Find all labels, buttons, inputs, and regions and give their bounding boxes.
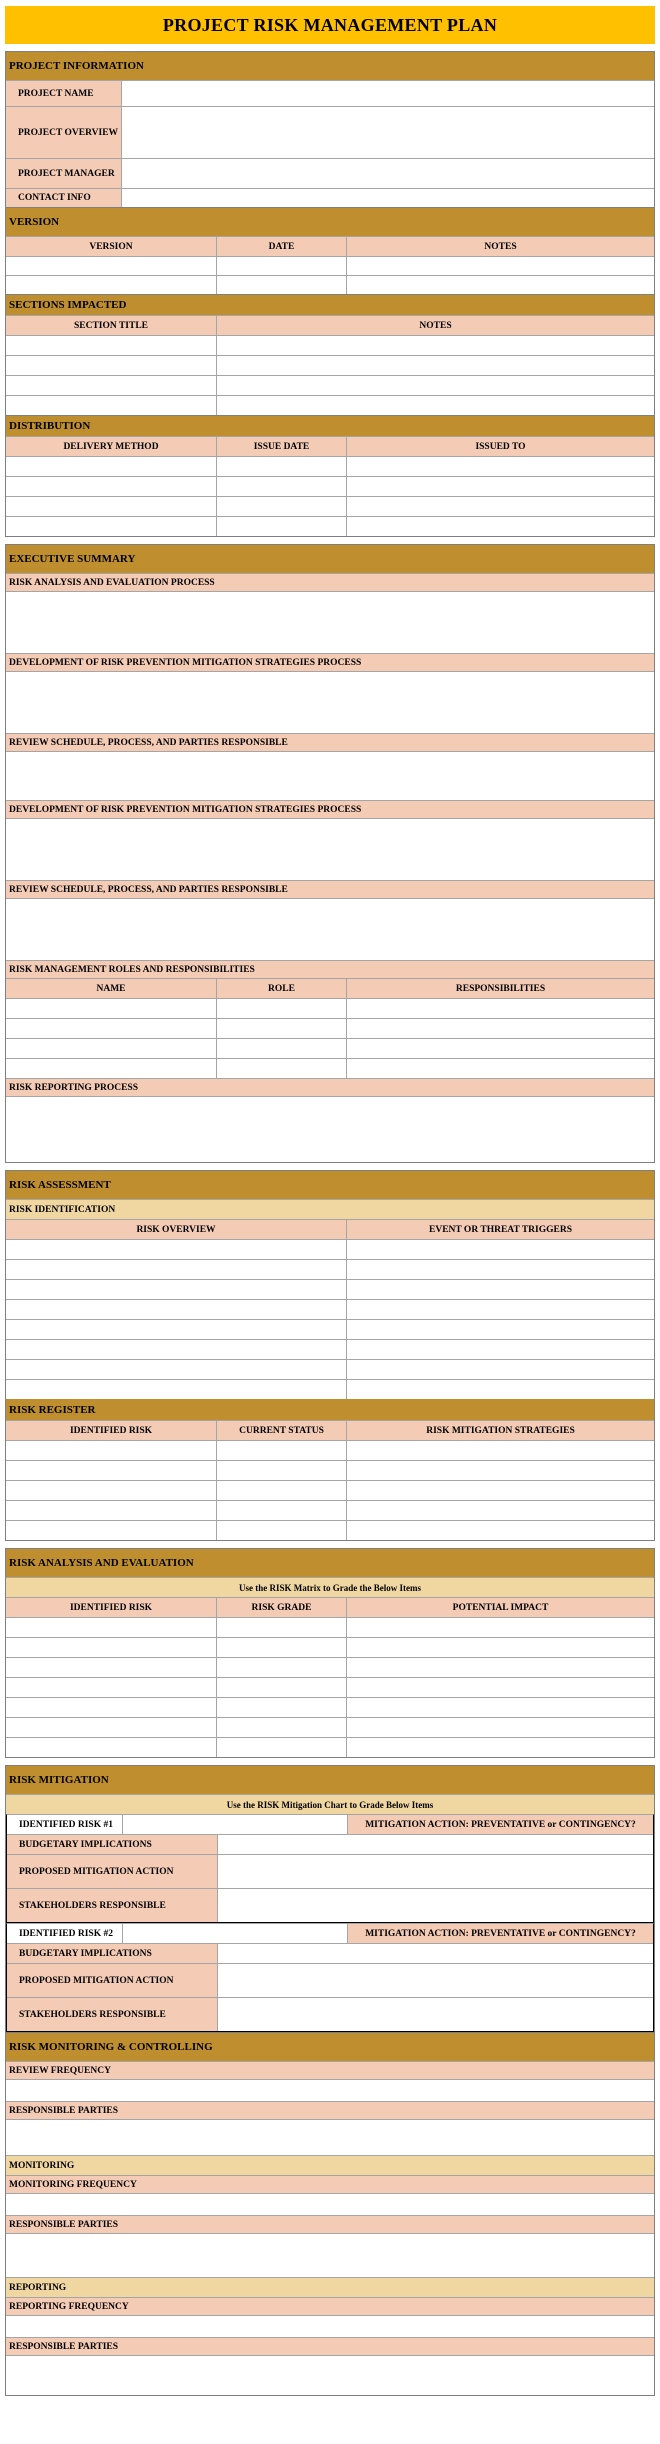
text-area[interactable] <box>6 1096 654 1162</box>
field-label: PROJECT OVERVIEW <box>6 107 121 158</box>
proposed-action-input[interactable] <box>217 1855 653 1888</box>
table-row[interactable] <box>6 395 654 415</box>
text-area[interactable] <box>6 2355 654 2395</box>
mitigation-action-label: MITIGATION ACTION: PREVENTATIVE or CONTINGENCY? <box>347 1924 653 1943</box>
instruction-note: Use the RISK Mitigation Chart to Grade Below Items <box>6 1794 654 1814</box>
project-manager-input[interactable] <box>121 159 654 188</box>
section-heading: RISK ANALYSIS AND EVALUATION <box>6 1549 654 1577</box>
column-header: CURRENT STATUS <box>216 1421 346 1440</box>
table-header <box>6 978 654 998</box>
field-label: PROPOSED MITIGATION ACTION <box>7 1855 217 1888</box>
section-heading: EXECUTIVE SUMMARY <box>6 545 654 573</box>
project-name-input[interactable] <box>121 81 654 106</box>
field-label: CONTACT INFO <box>6 189 121 207</box>
table-row[interactable] <box>6 275 654 294</box>
text-area[interactable] <box>6 591 654 653</box>
text-area[interactable] <box>6 2233 654 2277</box>
column-header: DELIVERY METHOD <box>6 437 216 456</box>
subsection-heading: RISK IDENTIFICATION <box>6 1199 654 1219</box>
table-row[interactable] <box>6 516 654 536</box>
risk-monitoring-section <box>5 2033 655 2396</box>
field-label: BUDGETARY IMPLICATIONS <box>7 1835 217 1854</box>
column-header: NOTES <box>216 316 654 335</box>
form-row <box>7 1997 653 2031</box>
table-row[interactable] <box>6 1520 654 1540</box>
text-area[interactable] <box>6 2119 654 2155</box>
section-heading: RISK REGISTER <box>6 1399 654 1420</box>
table-row[interactable] <box>6 496 654 516</box>
risk-1-input[interactable] <box>122 1815 347 1834</box>
subsection-heading: DEVELOPMENT OF RISK PREVENTION MITIGATION STRATEGIES PROCESS <box>6 800 654 818</box>
table-row[interactable] <box>6 1319 654 1339</box>
field-label: PROJECT MANAGER <box>6 159 121 188</box>
table-row[interactable] <box>6 456 654 476</box>
contact-info-input[interactable] <box>121 189 654 207</box>
text-area[interactable] <box>6 751 654 800</box>
budgetary-implications-input[interactable] <box>217 1835 653 1854</box>
column-header: ISSUED TO <box>346 437 654 456</box>
mitigation-action-label: MITIGATION ACTION: PREVENTATIVE or CONTINGENCY? <box>347 1815 653 1834</box>
table-row[interactable] <box>6 998 654 1018</box>
table-row[interactable] <box>6 1259 654 1279</box>
table-row[interactable] <box>6 1460 654 1480</box>
table-header <box>6 1420 654 1440</box>
field-label: PROPOSED MITIGATION ACTION <box>7 1964 217 1997</box>
sections-impacted-section <box>5 295 655 416</box>
distribution-section <box>5 416 655 537</box>
form-row <box>7 1854 653 1888</box>
project-overview-input[interactable] <box>121 107 654 158</box>
form-row <box>7 1943 653 1963</box>
executive-summary-section <box>5 544 655 1163</box>
form-row <box>7 1888 653 1922</box>
table-header <box>6 1219 654 1239</box>
table-row[interactable] <box>6 1480 654 1500</box>
column-header: DATE <box>216 237 346 256</box>
subsection-heading: MONITORING FREQUENCY <box>6 2175 654 2193</box>
table-row[interactable] <box>6 1440 654 1460</box>
identified-risk-1 <box>6 1814 654 1923</box>
subsection-heading: REVIEW SCHEDULE, PROCESS, AND PARTIES RESPONSIBLE <box>6 880 654 898</box>
section-heading: VERSION <box>6 208 654 236</box>
form-row <box>6 158 654 188</box>
identified-risk-2 <box>6 1923 654 2032</box>
table-row[interactable] <box>6 1299 654 1319</box>
table-header <box>6 436 654 456</box>
subsection-heading: REVIEW FREQUENCY <box>6 2061 654 2079</box>
table-row[interactable] <box>6 1038 654 1058</box>
table-row[interactable] <box>6 375 654 395</box>
section-heading: PROJECT INFORMATION <box>6 52 654 80</box>
table-row[interactable] <box>6 1500 654 1520</box>
form-row <box>6 188 654 207</box>
table-row[interactable] <box>6 335 654 355</box>
subsection-heading: RESPONSIBLE PARTIES <box>6 2337 654 2355</box>
subsection-heading: REPORTING <box>6 2277 654 2297</box>
section-heading: RISK ASSESSMENT <box>6 1171 654 1199</box>
stakeholders-input[interactable] <box>217 1889 653 1922</box>
project-information-section <box>5 51 655 208</box>
column-header: NOTES <box>346 237 654 256</box>
table-header <box>6 1597 654 1617</box>
section-heading: DISTRIBUTION <box>6 416 654 436</box>
table-row[interactable] <box>6 1657 654 1677</box>
field-label: STAKEHOLDERS RESPONSIBLE <box>7 1998 217 2031</box>
text-area[interactable] <box>6 818 654 880</box>
table-row[interactable] <box>6 1637 654 1657</box>
table-row[interactable] <box>6 1617 654 1637</box>
column-header: ISSUE DATE <box>216 437 346 456</box>
column-header: VERSION <box>6 237 216 256</box>
column-header: IDENTIFIED RISK <box>6 1598 216 1617</box>
form-row <box>6 80 654 106</box>
risk-label: IDENTIFIED RISK #2 <box>7 1924 122 1943</box>
section-heading: SECTIONS IMPACTED <box>6 295 654 315</box>
field-label: BUDGETARY IMPLICATIONS <box>7 1944 217 1963</box>
table-row[interactable] <box>6 1018 654 1038</box>
table-row[interactable] <box>6 1677 654 1697</box>
column-header: POTENTIAL IMPACT <box>346 1598 654 1617</box>
table-row[interactable] <box>6 1359 654 1379</box>
subsection-heading: DEVELOPMENT OF RISK PREVENTION MITIGATION STRATEGIES PROCESS <box>6 653 654 671</box>
field-label: STAKEHOLDERS RESPONSIBLE <box>7 1889 217 1922</box>
stakeholders-input[interactable] <box>217 1998 653 2031</box>
table-row[interactable] <box>6 1737 654 1757</box>
text-area[interactable] <box>6 898 654 960</box>
page-title: PROJECT RISK MANAGEMENT PLAN <box>5 6 655 44</box>
table-row[interactable] <box>6 1279 654 1299</box>
version-section <box>5 208 655 295</box>
text-area[interactable] <box>6 2193 654 2215</box>
field-label: PROJECT NAME <box>6 81 121 106</box>
column-header: EVENT OR THREAT TRIGGERS <box>346 1220 654 1239</box>
column-header: RISK MITIGATION STRATEGIES <box>346 1421 654 1440</box>
column-header: RISK GRADE <box>216 1598 346 1617</box>
subsection-heading: RISK ANALYSIS AND EVALUATION PROCESS <box>6 573 654 591</box>
section-heading: RISK MONITORING & CONTROLLING <box>6 2033 654 2061</box>
subsection-heading: REPORTING FREQUENCY <box>6 2297 654 2315</box>
column-header: IDENTIFIED RISK <box>6 1421 216 1440</box>
table-row[interactable] <box>6 1717 654 1737</box>
subsection-heading: REVIEW SCHEDULE, PROCESS, AND PARTIES RESPONSIBLE <box>6 733 654 751</box>
subsection-heading: MONITORING <box>6 2155 654 2175</box>
table-header <box>6 315 654 335</box>
table-row[interactable] <box>6 256 654 275</box>
table-row[interactable] <box>6 355 654 375</box>
risk-analysis-section <box>5 1548 655 1758</box>
subsection-heading: RESPONSIBLE PARTIES <box>6 2101 654 2119</box>
text-area[interactable] <box>6 2079 654 2101</box>
budgetary-implications-input[interactable] <box>217 1944 653 1963</box>
column-header: SECTION TITLE <box>6 316 216 335</box>
subsection-heading: RISK REPORTING PROCESS <box>6 1078 654 1096</box>
table-row[interactable] <box>6 1058 654 1078</box>
column-header: RISK OVERVIEW <box>6 1220 346 1239</box>
column-header: RESPONSIBILITIES <box>346 979 654 998</box>
table-row[interactable] <box>6 1239 654 1259</box>
table-header <box>6 236 654 256</box>
section-heading: RISK MITIGATION <box>6 1766 654 1794</box>
table-row[interactable] <box>6 1379 654 1399</box>
form-row <box>7 1834 653 1854</box>
risk-mitigation-section <box>5 1765 655 2033</box>
table-row[interactable] <box>6 1697 654 1717</box>
form-row <box>7 1963 653 1997</box>
risk-assessment-section <box>5 1170 655 1541</box>
form-row <box>6 106 654 158</box>
proposed-action-input[interactable] <box>217 1964 653 1997</box>
subsection-heading: RESPONSIBLE PARTIES <box>6 2215 654 2233</box>
risk-2-input[interactable] <box>122 1924 347 1943</box>
text-area[interactable] <box>6 671 654 733</box>
table-row[interactable] <box>6 476 654 496</box>
instruction-note: Use the RISK Matrix to Grade the Below Items <box>6 1577 654 1597</box>
subsection-heading: RISK MANAGEMENT ROLES AND RESPONSIBILITIES <box>6 960 654 978</box>
text-area[interactable] <box>6 2315 654 2337</box>
column-header: ROLE <box>216 979 346 998</box>
column-header: NAME <box>6 979 216 998</box>
risk-label: IDENTIFIED RISK #1 <box>7 1815 122 1834</box>
table-row[interactable] <box>6 1339 654 1359</box>
